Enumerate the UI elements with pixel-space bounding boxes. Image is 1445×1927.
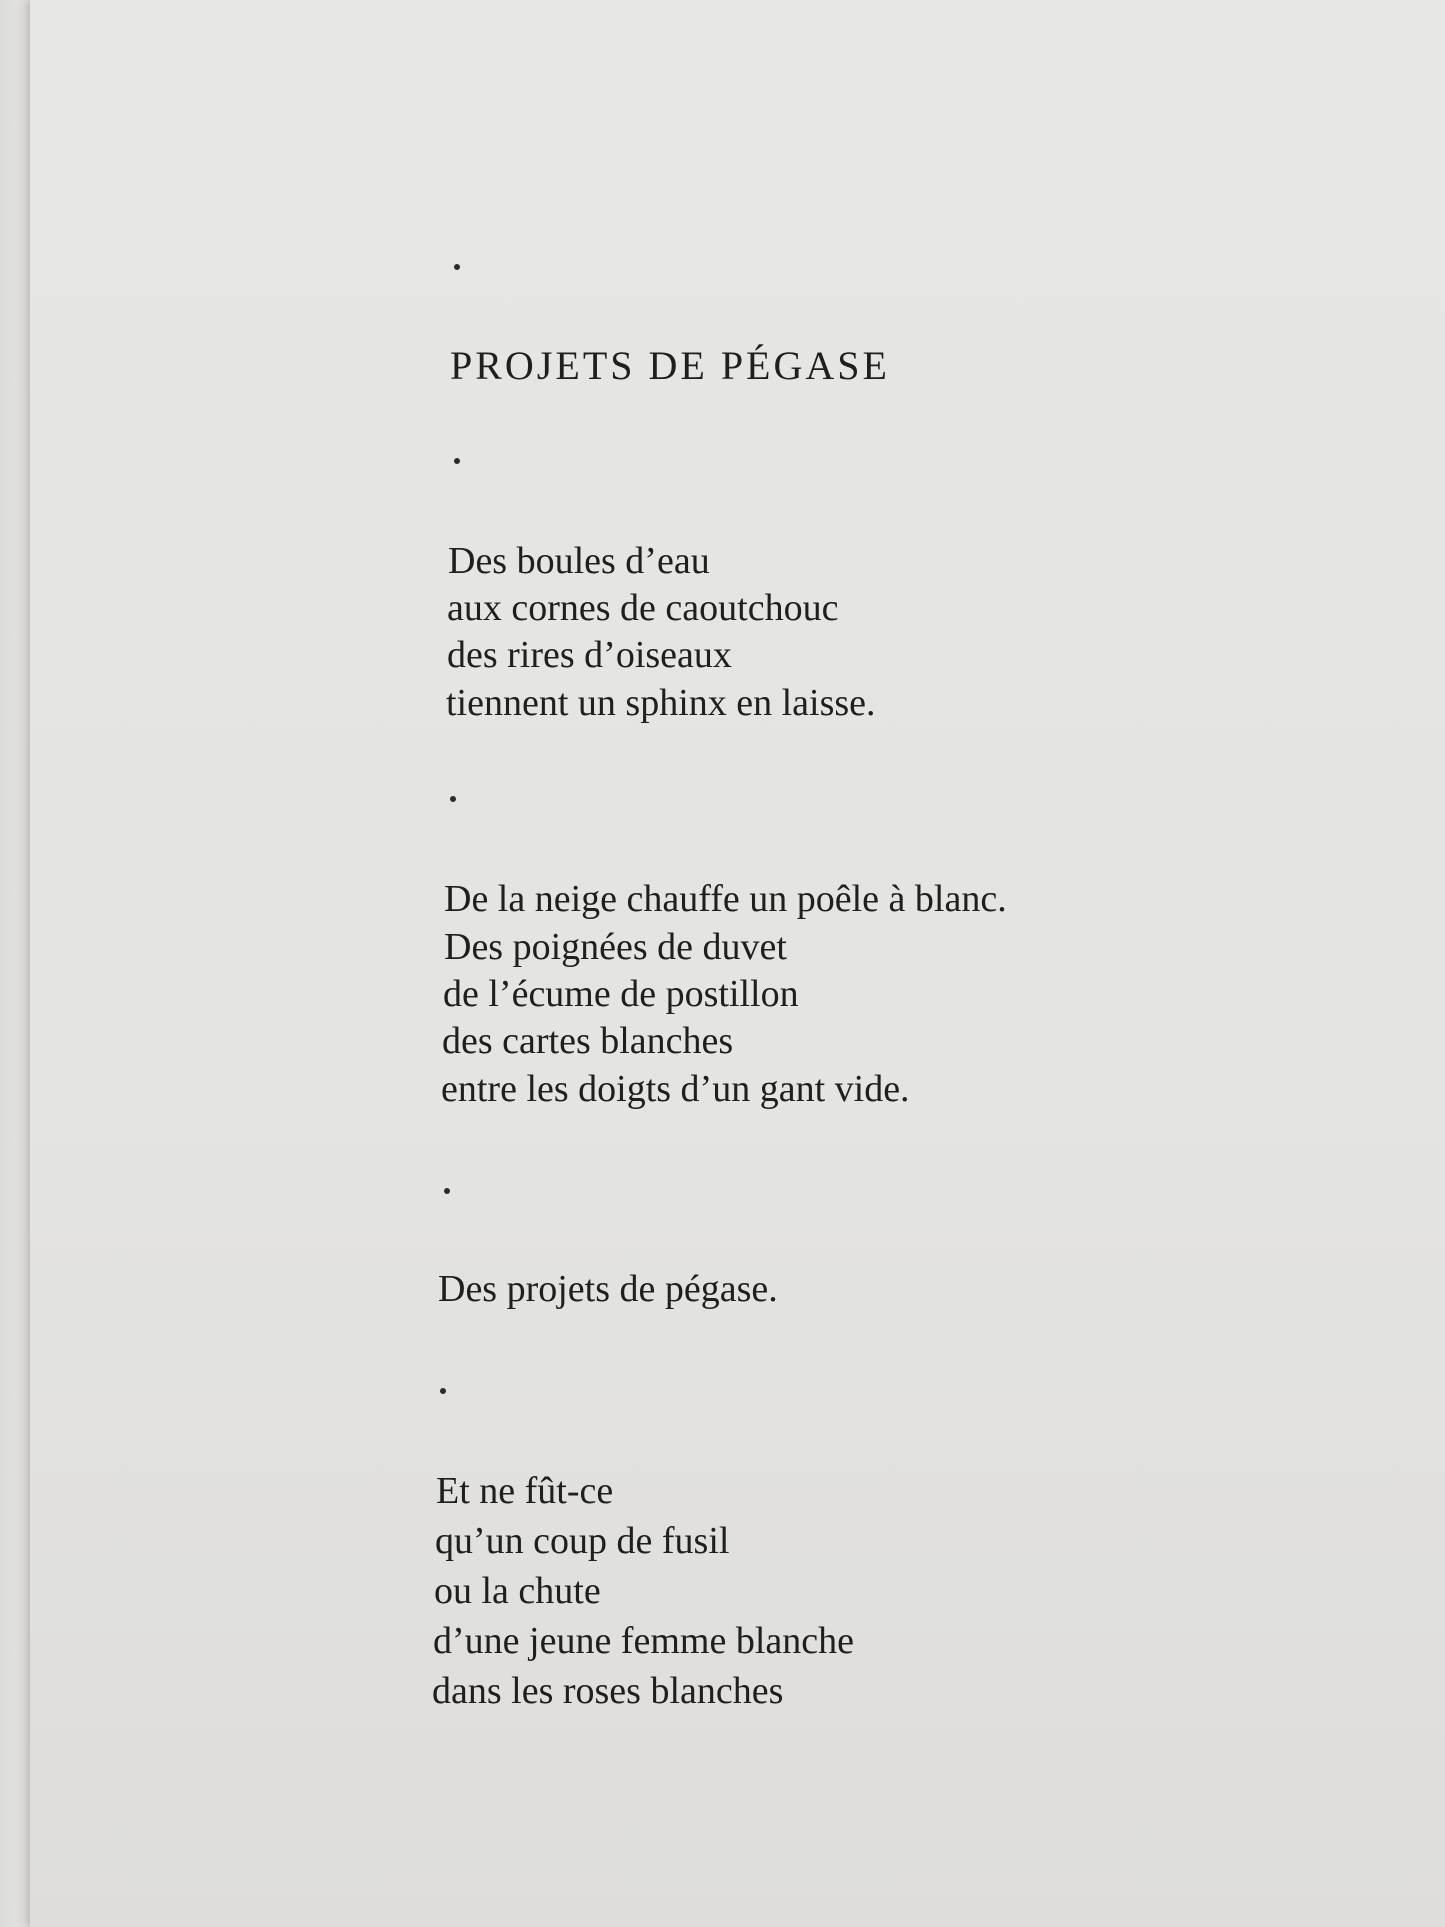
stanza1-line-4: tiennent un sphinx en laisse.: [446, 682, 876, 724]
separator-dot-3: [450, 796, 456, 802]
stanza4-line-1: Et ne fût-ce: [436, 1470, 614, 1512]
stanza1-line-3: des rires d’oiseaux: [447, 634, 732, 676]
stanza2-line-1: De la neige chauffe un poêle à blanc.: [444, 878, 1007, 920]
stanza2-line-5: entre les doigts d’un gant vide.: [441, 1068, 910, 1110]
stanza4-line-5: dans les roses blanches: [432, 1670, 784, 1712]
book-page: [30, 0, 1445, 1927]
separator-dot-1: [454, 264, 460, 270]
stanza1-line-2: aux cornes de caoutchouc: [447, 587, 839, 629]
page-edge: [0, 0, 30, 1927]
separator-dot-2: [454, 458, 460, 464]
stanza4-line-4: d’une jeune femme blanche: [433, 1620, 854, 1662]
stanza2-line-4: des cartes blanches: [442, 1020, 734, 1062]
stanza3-line-1: Des projets de pégase.: [438, 1268, 778, 1310]
stanza2-line-3: de l’écume de postillon: [443, 973, 799, 1015]
stanza1-line-1: Des boules d’eau: [448, 540, 710, 582]
separator-dot-5: [440, 1388, 446, 1394]
stanza4-line-3: ou la chute: [434, 1570, 601, 1612]
stanza2-line-2: Des poignées de duvet: [444, 926, 787, 968]
poem-title: PROJETS DE PÉGASE: [450, 343, 890, 388]
stanza4-line-2: qu’un coup de fusil: [435, 1520, 730, 1562]
separator-dot-4: [444, 1188, 450, 1194]
